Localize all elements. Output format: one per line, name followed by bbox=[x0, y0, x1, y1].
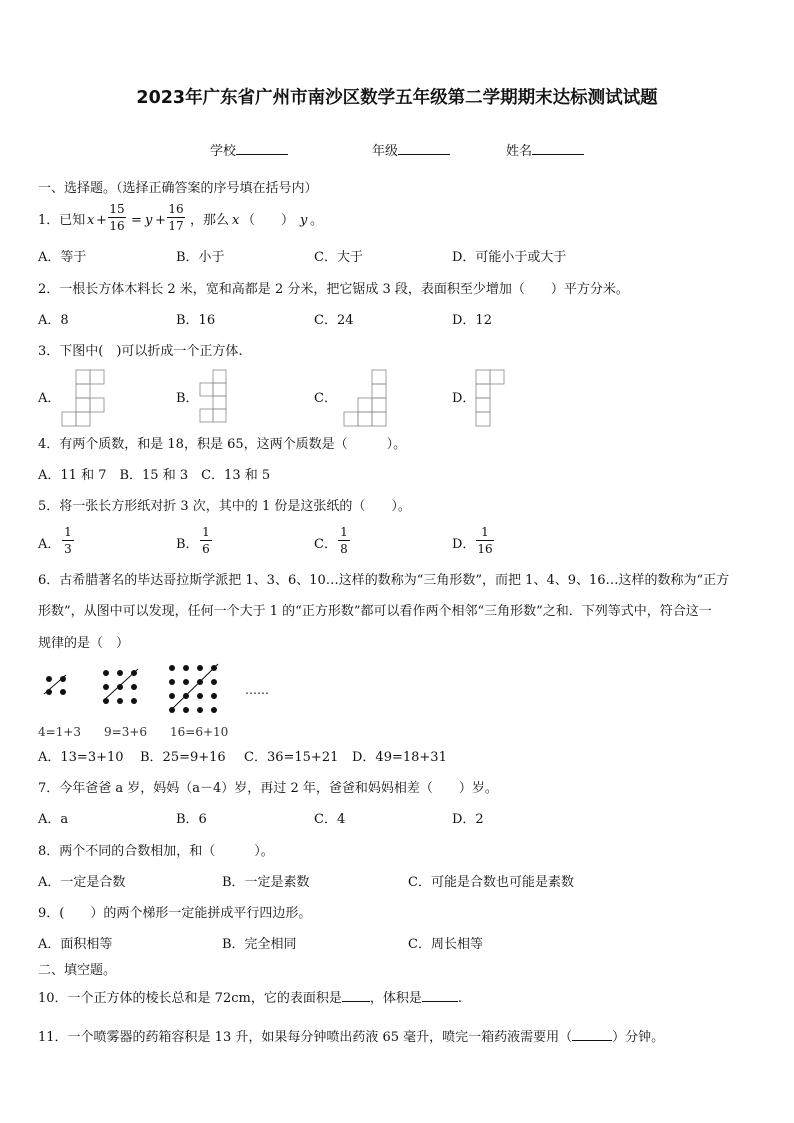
q3-net-b bbox=[200, 369, 240, 429]
name-label: 姓名 bbox=[506, 144, 533, 159]
q3-text: 3．下图中( )可以折成一个正方体. bbox=[38, 344, 243, 359]
q5-fc-num: 1 bbox=[338, 526, 350, 541]
q5-fc-den: 8 bbox=[340, 542, 348, 556]
q10-text-b: ，体积是 bbox=[369, 991, 422, 1006]
q7-option-a[interactable]: A．a bbox=[38, 812, 69, 827]
q1-fraction-1 bbox=[108, 203, 126, 232]
q9-option-a[interactable]: A．面积相等 bbox=[38, 937, 113, 952]
q4-options[interactable]: A．11 和 7 B．15 和 3 C．13 和 5 bbox=[38, 468, 271, 483]
q8-option-c[interactable]: C．可能是合数也可能是素数 bbox=[408, 875, 574, 890]
q3-net-a bbox=[62, 369, 110, 429]
q3-label-b[interactable]: B． bbox=[176, 391, 199, 406]
q1-y: y bbox=[145, 213, 153, 228]
q10-text-c: . bbox=[457, 991, 462, 1006]
q5-fraction-d bbox=[476, 526, 494, 555]
q6-caption-2: 9=3+6 bbox=[104, 725, 148, 739]
q1-x: x bbox=[87, 213, 95, 228]
q10-text-a: 10．一个正方体的棱长总和是 72cm，它的表面积是 bbox=[38, 991, 342, 1006]
q9-option-b[interactable]: B．完全相同 bbox=[222, 937, 297, 952]
q5-fa-den: 3 bbox=[64, 542, 72, 556]
q3-label-a[interactable]: A． bbox=[38, 391, 61, 406]
q2-text: 2．一根长方体木料长 2 米，宽和高都是 2 分米，把它锯成 3 段，表面积至少增加（ ）平方分米。 bbox=[38, 282, 629, 297]
q1-prefix: 1．已知 bbox=[38, 213, 86, 228]
school-blank[interactable] bbox=[236, 142, 288, 155]
q11-text-a: 11．一个喷雾器的药箱容积是 13 升，如果每分钟喷出药液 65 毫升，喷完一箱药液需要用（ bbox=[38, 1030, 573, 1045]
q6-line-2: 形数”，从图中可以发现，任何一个大于 1 的“正方形数”都可以看作两个相邻“三角形数”之和．下列等式中，符合这一 bbox=[38, 604, 712, 619]
q8-text: 8．两个不同的合数相加，和（ ）。 bbox=[38, 844, 274, 859]
q6-caption-1: 4=1+3 bbox=[38, 725, 82, 739]
q8-option-b[interactable]: B．一定是素数 bbox=[222, 875, 310, 890]
q8-option-a[interactable]: A．一定是合数 bbox=[38, 875, 126, 890]
q10-line bbox=[38, 990, 462, 1005]
q1-eq: = bbox=[131, 213, 142, 228]
q10-blank-area[interactable] bbox=[342, 990, 370, 1002]
q5-label-d[interactable]: D． bbox=[452, 537, 476, 552]
q1-option-d[interactable]: D．可能小于或大于 bbox=[452, 250, 567, 265]
q6-line-1: 6．古希腊著名的毕达哥拉斯学派把 1、3、6、10…这样的数称为“三角形数”，而把 1、4、9、16…这样的数称为“正方 bbox=[38, 573, 730, 588]
q5-label-c[interactable]: C． bbox=[314, 537, 337, 552]
q2-option-b[interactable]: B．16 bbox=[176, 313, 216, 328]
q6-option-a[interactable]: A．13=3+10 bbox=[38, 750, 124, 765]
q6-line-3: 规律的是（ ） bbox=[38, 636, 130, 651]
q3-label-c[interactable]: C． bbox=[314, 391, 337, 406]
q11-blank[interactable] bbox=[572, 1029, 612, 1041]
q7-option-d[interactable]: D．2 bbox=[452, 812, 484, 827]
q2-option-a[interactable]: A．8 bbox=[38, 313, 69, 328]
q5-fa-num: 1 bbox=[62, 526, 74, 541]
q5-fraction-a bbox=[62, 526, 74, 555]
q5-fd-num: 1 bbox=[476, 526, 494, 541]
q9-text: 9．( ）的两个梯形一定能拼成平行四边形。 bbox=[38, 906, 312, 921]
q1-option-c[interactable]: C．大于 bbox=[314, 250, 363, 265]
q1-f1-num: 15 bbox=[109, 202, 125, 216]
q4-text: 4．有两个质数，和是 18，积是 65，这两个质数是（ ）。 bbox=[38, 437, 407, 452]
page-title: 2023年广东省广州市南沙区数学五年级第二学期期末达标测试试题 bbox=[136, 88, 658, 108]
q6-option-c[interactable]: C．36=15+21 bbox=[244, 750, 339, 765]
q3-net-d bbox=[476, 369, 516, 429]
q7-option-b[interactable]: B．6 bbox=[176, 812, 207, 827]
q9-option-c[interactable]: C．周长相等 bbox=[408, 937, 483, 952]
grade-blank[interactable] bbox=[398, 142, 450, 155]
q2-option-d[interactable]: D．12 bbox=[452, 313, 492, 328]
q3-net-c bbox=[344, 369, 392, 429]
school-label: 学校 bbox=[210, 144, 237, 159]
q7-option-c[interactable]: C．4 bbox=[314, 812, 346, 827]
q1-x2: x bbox=[232, 213, 240, 228]
q6-dots-16 bbox=[166, 662, 224, 718]
name-blank[interactable] bbox=[532, 142, 584, 155]
q5-fb-num: 1 bbox=[200, 526, 212, 541]
q2-option-c[interactable]: C．24 bbox=[314, 313, 354, 328]
q11-text-b: ）分钟。 bbox=[612, 1030, 665, 1045]
q1-f1-den: 16 bbox=[109, 219, 125, 233]
school-field bbox=[210, 142, 288, 158]
q1-fraction-2 bbox=[167, 203, 185, 232]
q11-line bbox=[38, 1029, 664, 1044]
q1-end: 。 bbox=[310, 213, 324, 228]
q1-option-a[interactable]: A．等于 bbox=[38, 250, 87, 265]
q1-mid: ，那么 bbox=[190, 213, 230, 228]
q5-fraction-b bbox=[200, 526, 212, 555]
q7-text: 7．今年爸爸 a 岁，妈妈（a－4）岁，再过 2 年，爸爸和妈妈相差（ ）岁。 bbox=[38, 781, 498, 796]
q5-label-a[interactable]: A． bbox=[38, 537, 61, 552]
q6-dots-9 bbox=[100, 665, 144, 709]
q5-fd-den: 16 bbox=[477, 542, 493, 556]
q6-option-d[interactable]: D．49=18+31 bbox=[352, 750, 447, 765]
q1-option-b[interactable]: B．小于 bbox=[176, 250, 225, 265]
grade-field bbox=[372, 142, 450, 158]
grade-label: 年级 bbox=[372, 144, 399, 159]
q1-plus-2: + bbox=[155, 213, 166, 228]
q10-blank-volume[interactable] bbox=[422, 990, 458, 1002]
q1-f2-den: 17 bbox=[168, 219, 184, 233]
q1-f2-num: 16 bbox=[168, 202, 184, 216]
q6-option-b[interactable]: B．25=9+16 bbox=[140, 750, 226, 765]
name-field bbox=[506, 142, 584, 158]
q1-paren[interactable]: （ ） bbox=[242, 213, 295, 228]
q1-y2: y bbox=[300, 213, 308, 228]
q5-fraction-c bbox=[338, 526, 350, 555]
q6-ellipsis: …… bbox=[245, 683, 269, 697]
section-1-heading: 一、选择题。（选择正确答案的序号填在括号内） bbox=[38, 181, 318, 196]
q5-text: 5．将一张长方形纸对折 3 次，其中的 1 份是这张纸的（ ）。 bbox=[38, 499, 411, 514]
q5-fb-den: 6 bbox=[202, 542, 210, 556]
q5-label-b[interactable]: B． bbox=[176, 537, 199, 552]
q6-caption-3: 16=6+10 bbox=[170, 725, 229, 739]
q3-label-d[interactable]: D． bbox=[452, 391, 476, 406]
section-2-heading: 二、填空题。 bbox=[38, 963, 117, 978]
q6-dots-4 bbox=[44, 672, 74, 702]
q1-plus: + bbox=[96, 213, 107, 228]
